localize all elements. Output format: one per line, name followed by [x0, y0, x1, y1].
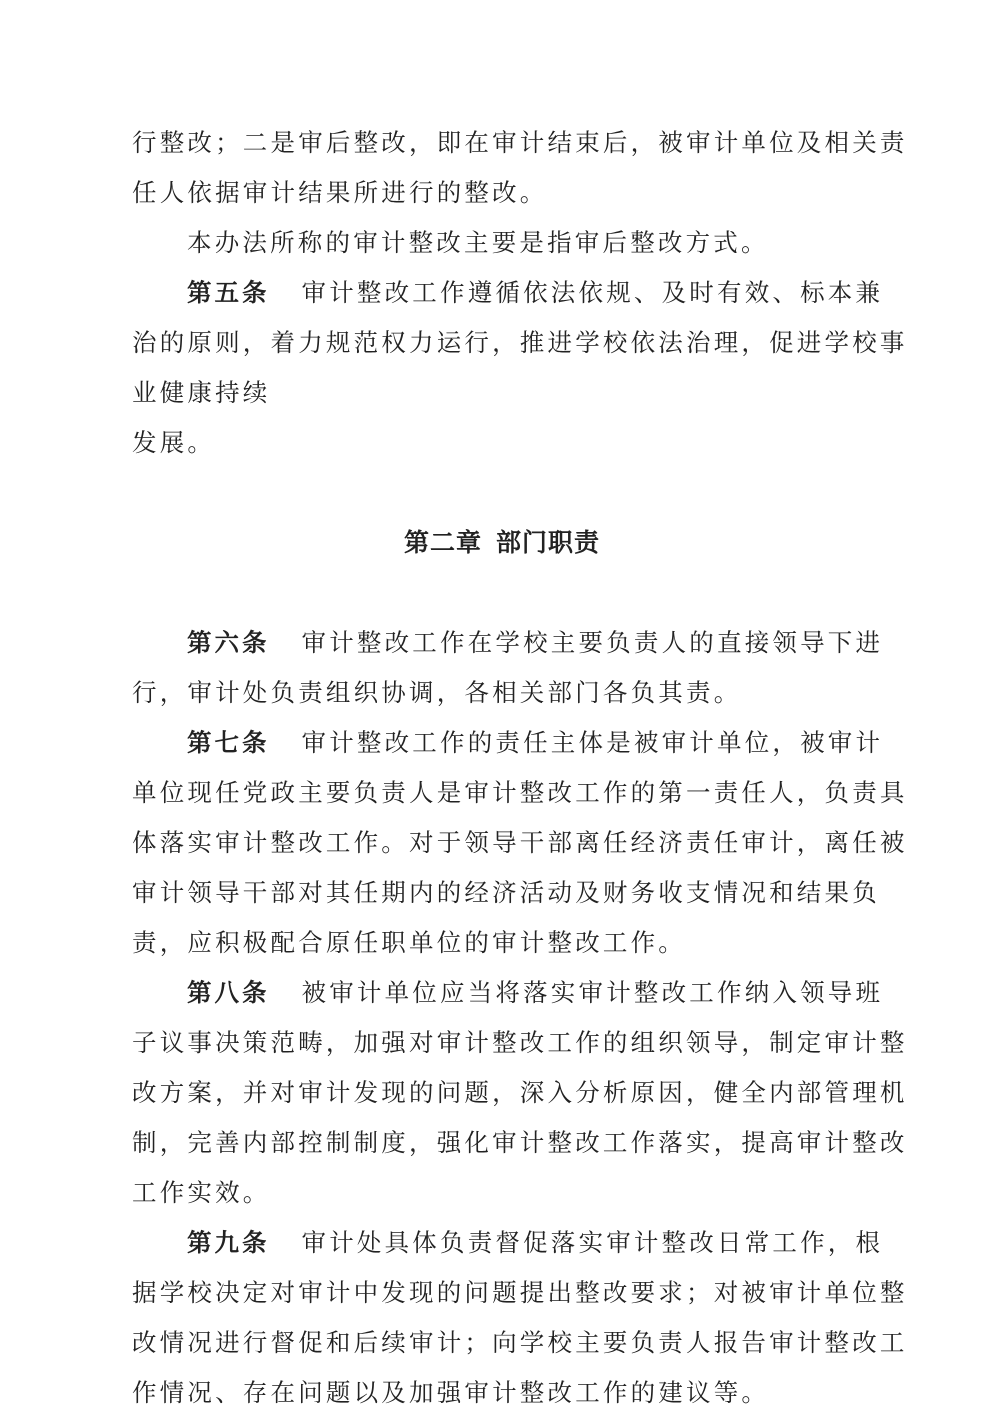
article-9-text: 审计处具体负责督促落实审计整改日常工作，根 — [301, 1228, 884, 1257]
article-5-text: 审计整改工作遵循依法依规、及时有效、标本兼 — [301, 278, 884, 307]
article-6-text: 审计整改工作在学校主要负责人的直接领导下进 — [301, 628, 884, 657]
paragraph-line: 子议事决策范畴，加强对审计整改工作的组织领导，制定审计整 — [132, 1028, 908, 1057]
paragraph-line: 发展。 — [132, 428, 216, 457]
article-7-text: 审计整改工作的责任主体是被审计单位，被审计 — [301, 728, 884, 757]
article-9-title: 第九条 — [187, 1228, 270, 1257]
article-6-first-line — [132, 618, 884, 668]
paragraph-line: 体落实审计整改工作。对于领导干部离任经济责任审计，离任被 — [132, 828, 908, 857]
paragraph-line: 责，应积极配合原任职单位的审计整改工作。 — [132, 928, 686, 957]
paragraph-line: 业健康持续 — [132, 378, 271, 407]
paragraph-line: 据学校决定对审计中发现的问题提出整改要求；对被审计单位整 — [132, 1278, 908, 1307]
paragraph-line: 改方案，并对审计发现的问题，深入分析原因，健全内部管理机 — [132, 1078, 908, 1107]
article-8-text: 被审计单位应当将落实审计整改工作纳入领导班 — [301, 978, 884, 1007]
paragraph-line: 行，审计处负责组织协调，各相关部门各负其责。 — [132, 678, 742, 707]
paragraph-line: 制，完善内部控制制度，强化审计整改工作落实，提高审计整改 — [132, 1128, 908, 1157]
document-page — [132, 118, 908, 1418]
article-9-first-line — [132, 1218, 884, 1268]
article-5-title: 第五条 — [187, 278, 270, 307]
paragraph-line: 改情况进行督促和后续审计；向学校主要负责人报告审计整改工 — [132, 1328, 908, 1357]
paragraph-line: 行整改；二是审后整改，即在审计结束后，被审计单位及相关责 — [132, 128, 908, 157]
article-8-title: 第八条 — [187, 978, 270, 1007]
paragraph-line: 本办法所称的审计整改主要是指审后整改方式。 — [187, 228, 769, 257]
chapter-number: 第二章 — [403, 528, 482, 557]
paragraph-line: 审计领导干部对其任期内的经济活动及财务收支情况和结果负 — [132, 878, 880, 907]
chapter-title: 部门职责 — [496, 528, 601, 557]
paragraph-line: 治的原则，着力规范权力运行，推进学校依法治理，促进学校事 — [132, 328, 908, 357]
article-6-title: 第六条 — [187, 628, 270, 657]
article-7-first-line — [132, 718, 884, 768]
paragraph-line: 作情况、存在问题以及加强审计整改工作的建议等。 — [132, 1378, 770, 1407]
article-5-first-line — [132, 268, 884, 318]
paragraph-line: 工作实效。 — [132, 1178, 271, 1207]
article-7-title: 第七条 — [187, 728, 270, 757]
article-8-first-line — [132, 968, 884, 1018]
paragraph-line: 任人依据审计结果所进行的整改。 — [132, 178, 548, 207]
chapter-heading — [132, 468, 872, 618]
paragraph-line: 单位现任党政主要负责人是审计整改工作的第一责任人，负责具 — [132, 778, 908, 807]
